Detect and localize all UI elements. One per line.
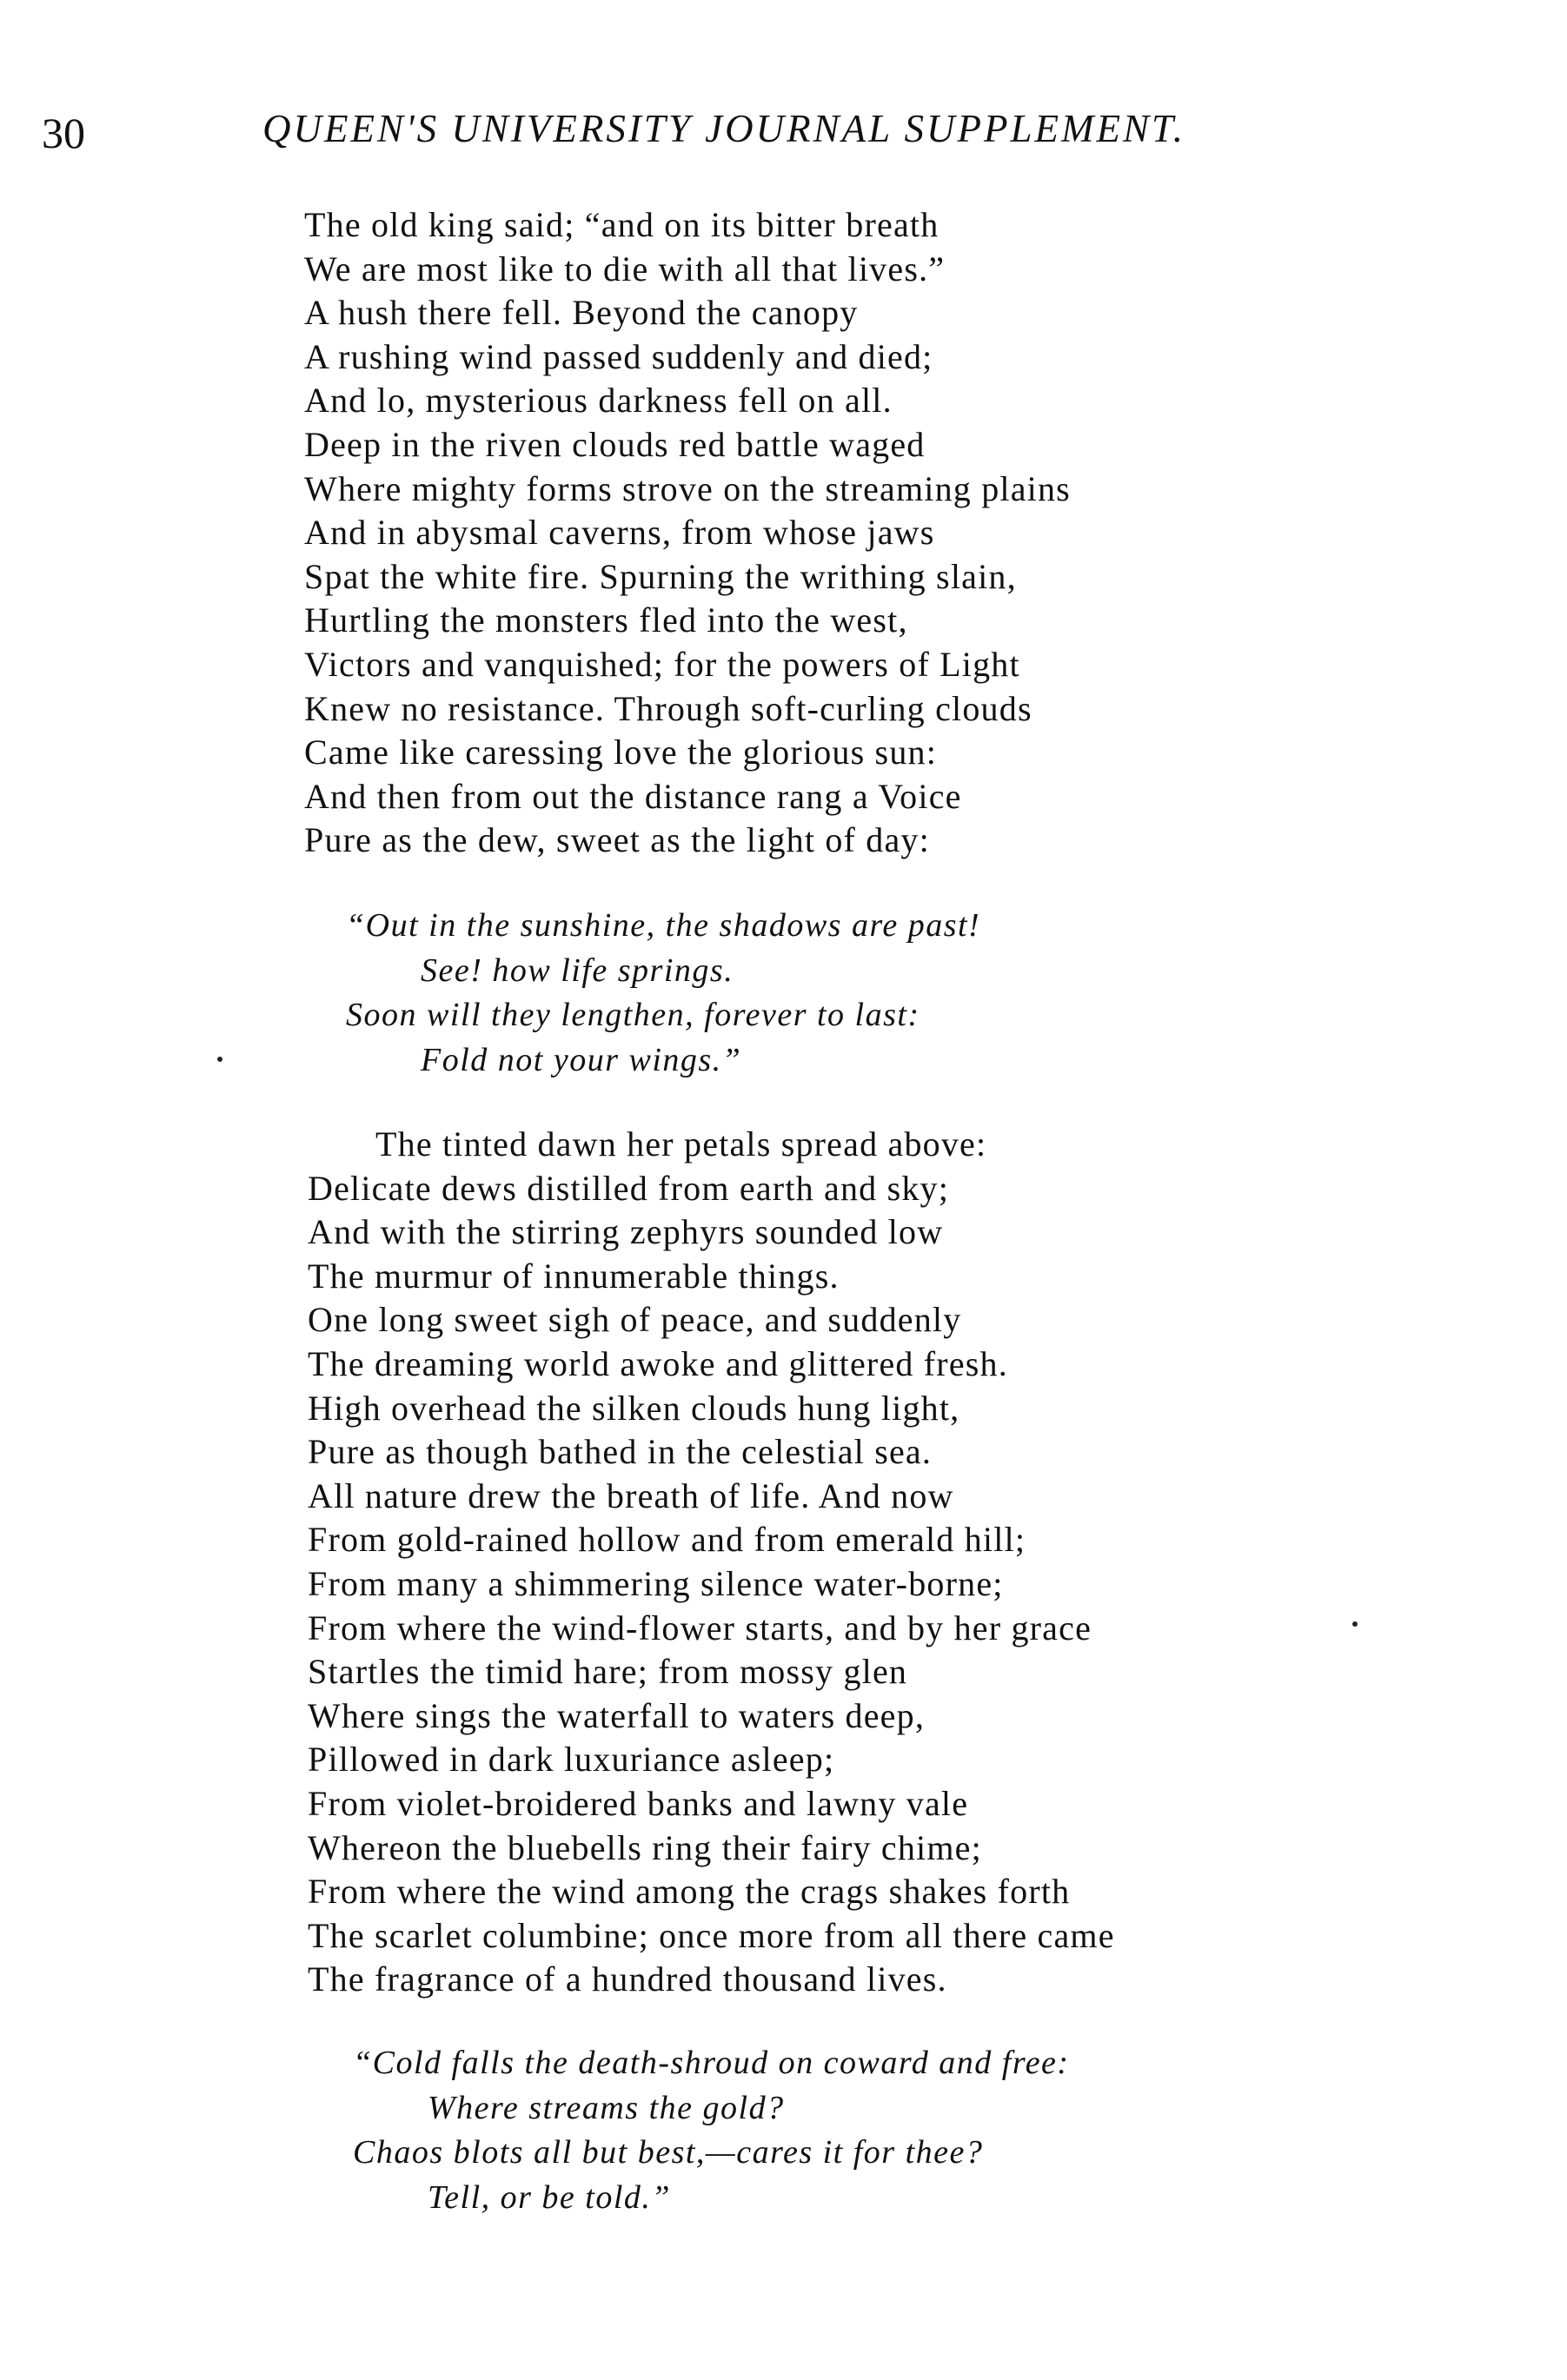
verse-line: Delicate dews distilled from earth and sky; <box>308 1168 950 1208</box>
verse-line: We are most like to die with all that lives.” <box>304 249 946 288</box>
verse-line: Pure as the dew, sweet as the light of day: <box>304 820 930 860</box>
song-1 <box>346 904 980 1083</box>
ink-speck <box>1352 1621 1358 1627</box>
verse-line: The tinted dawn her petals spread above: <box>375 1124 987 1163</box>
stanza-2 <box>308 1123 1115 2002</box>
page-number: 30 <box>42 109 85 157</box>
verse-line: And then from out the distance rang a Voice <box>304 776 962 816</box>
song-line: Soon will they lengthen, forever to last: <box>346 997 920 1033</box>
verse-line: The murmur of innumerable things. <box>308 1256 840 1296</box>
verse-line: And lo, mysterious darkness fell on all. <box>304 381 893 421</box>
verse-line: From where the wind-flower starts, and by her grace <box>308 1608 1092 1647</box>
verse-line: A hush there fell. Beyond the canopy <box>304 293 859 333</box>
verse-line: Came like caressing love the glorious sun: <box>304 733 938 772</box>
song-line: See! how life springs. <box>421 951 734 989</box>
verse-line: All nature drew the breath of life. And now <box>308 1475 954 1515</box>
verse-line: Whereon the bluebells ring their fairy chime; <box>308 1827 982 1867</box>
ink-speck <box>217 1057 222 1062</box>
verse-line: The dreaming world awoke and glittered fresh. <box>308 1343 1008 1383</box>
verse-line: The scarlet columbine; once more from all there came <box>308 1915 1115 1955</box>
verse-line: Spat the white fire. Spurning the writhing slain, <box>304 556 1017 596</box>
verse-line: A rushing wind passed suddenly and died; <box>304 336 933 376</box>
verse-line: Where mighty forms strove on the streaming plains <box>304 468 1071 508</box>
verse-line: High overhead the silken clouds hung light, <box>308 1388 960 1428</box>
verse-line: And in abysmal caverns, from whose jaws <box>304 513 935 553</box>
song-line: Chaos blots all but best,—cares it for thee? <box>353 2134 984 2171</box>
verse-line: From gold-rained hollow and from emerald hill; <box>308 1520 1026 1560</box>
running-head: QUEEN'S UNIVERSITY JOURNAL SUPPLEMENT. <box>262 107 1185 150</box>
song-2 <box>353 2041 1070 2220</box>
verse-line: Startles the timid hare; from mossy glen <box>308 1652 908 1692</box>
verse-line: Where sings the waterfall to waters deep, <box>308 1695 926 1735</box>
song-line: Where streams the gold? <box>428 2089 785 2126</box>
verse-line: The fragrance of a hundred thousand lives. <box>308 1959 947 1999</box>
verse-line: One long sweet sigh of peace, and suddenly <box>308 1300 962 1340</box>
stanza-1 <box>304 203 1071 863</box>
song-line: Tell, or be told.” <box>428 2178 672 2216</box>
song-line: “Cold falls the death-shroud on coward and free: <box>353 2045 1070 2081</box>
verse-line: Knew no resistance. Through soft-curling clouds <box>304 688 1032 728</box>
verse-line: Hurtling the monsters fled into the west, <box>304 600 908 640</box>
verse-line: From violet-broidered banks and lawny vale <box>308 1783 969 1823</box>
verse-line: From where the wind among the crags shakes forth <box>308 1872 1071 1912</box>
verse-line: Pure as though bathed in the celestial sea. <box>308 1432 933 1472</box>
song-line: “Out in the sunshine, the shadows are past! <box>346 907 981 944</box>
verse-line: And with the stirring zephyrs sounded low <box>308 1212 944 1252</box>
verse-line: Victors and vanquished; for the powers of Light <box>304 644 1020 684</box>
verse-line: From many a shimmering silence water-borne; <box>308 1563 1004 1603</box>
song-line: Fold not your wings.” <box>421 1041 742 1078</box>
verse-line: Deep in the riven clouds red battle waged <box>304 424 926 464</box>
verse-line: Pillowed in dark luxuriance asleep; <box>308 1740 835 1780</box>
verse-line: The old king said; “and on its bitter breath <box>304 205 940 244</box>
